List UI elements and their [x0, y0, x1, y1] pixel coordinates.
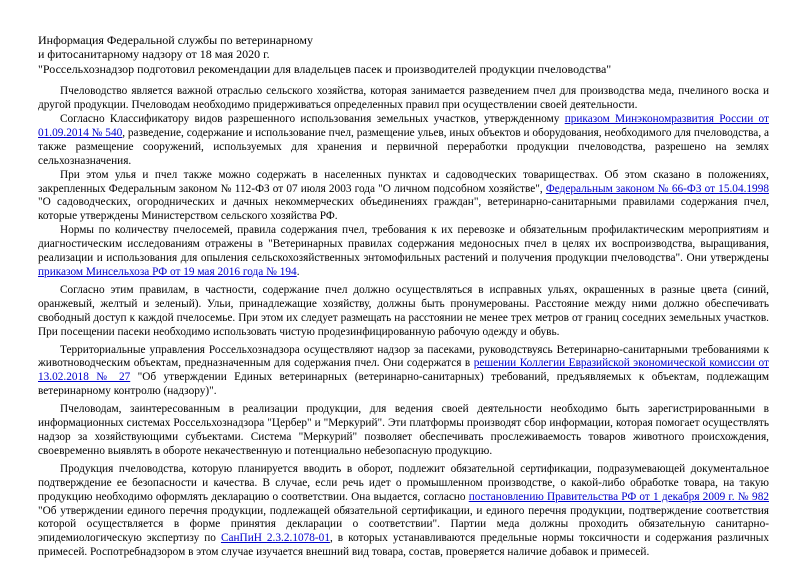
paragraph-2-text-after: , разведение, содержание и использование пчел, размещение ульев, иных объектов и оборудования, необходимого для пчеловодства, а также размещение сооружений, используемых для хранения и первичной переработки продукции пчеловодства, разрешено на землях сельхозназначения. [38, 126, 769, 167]
link-order-minselkhoz[interactable]: приказом Минсельхоза РФ от 19 мая 2016 года № 194 [38, 266, 297, 278]
link-eec-decision[interactable]: решении Коллегии Евразийской экономической комиссии от 13.02.2018 № 27 [38, 357, 769, 384]
header-line-2: и фитосанитарному надзору от 18 мая 2020 г. [38, 47, 270, 62]
document-body [38, 85, 769, 560]
link-sanpin[interactable]: СанПиН 2.3.2.1078-01 [220, 532, 330, 545]
paragraph-6-text-after: "Об утверждении Единых ветеринарных (ветеринарно-санитарных) требований, предъявляемых к объектам, подлежащим ветеринарному контролю (надзору)". [38, 371, 770, 398]
paragraph-5 [38, 284, 769, 340]
paragraph-2 [38, 113, 769, 169]
paragraph-4 [38, 224, 769, 280]
paragraph-8-text-mid: "Об утверждении единого перечня продукции, подлежащей обязательной сертификации, и единого перечня продукции, подтверждение соответствия которой осуществляется в форме принятия декларации о соответствии". Партии меда должны проходить обязательную санитарно-эпидемиологическую экспертизу по [38, 504, 769, 545]
paragraph-8-text-after: , в которых устанавливаются предельные нормы токсичности и содержания различных примесей. Роспотребнадзором в этом случае изучается внешний вид товара, состав, проверяется наличие добавок и примесей. [38, 532, 770, 559]
link-government-resolution-982[interactable]: постановлению Правительства РФ от 1 декабря 2009 г. № 982 [468, 490, 769, 503]
link-order-minekonomrazvitiya[interactable]: приказом Минэкономразвития России от 01.09.2014 № 540 [38, 113, 769, 139]
paragraph-4-text-after: . [296, 266, 300, 278]
paragraph-3 [38, 169, 769, 225]
paragraph-6 [38, 344, 769, 400]
paragraph-8 [38, 463, 769, 560]
paragraph-7-text: Пчеловодам, заинтересованным в реализации продукции, для ведения своей деятельности необходимо быть зарегистрированными в информационных системах Россельхознадзора "Цербер" и "Меркурий". Эти платформы производят сбор информации, которая помогает осуществлять надзор за хозяйствующими субъектами. Система "Меркурий" позволяет обеспечивать прослеживаемость товаров животного происхождения, своевременно выявлять в обороте некачественную и потенциально небезопасную продукцию. [38, 403, 769, 457]
paragraph-6-text-before: Территориальные управления Россельхознадзора осуществляют надзор за пасеками, руководствуясь Ветеринарно-санитарными требованиями к животноводческим объектам, предназначенным для содержания пчел. Они содержатся в [38, 343, 769, 370]
paragraph-3-text-before: При этом улья и пчел также можно содержать в населенных пунктах и садоводческих товариществах. Об этом сказано в положениях, закрепленных Федеральным законом № 112-ФЗ от 07 июля 2003 года "О личном подсобном хозяйстве", [38, 168, 769, 195]
link-federal-law-66[interactable]: Федеральным законом № 66-ФЗ от 15.04.1998 [545, 182, 770, 195]
paragraph-4-text-before: Нормы по количеству пчелосемей, правила содержания пчел, требования к их перевозке и обязательным профилактическим мероприятиям и диагностическим исследованиям отражены в "Ветеринарных правилах содержания медоносных пчел в целях их воспроизводства, выращивания, реализации и использования для опыления сельскохозяйственных энтомофильных растений и получения продукции пчеловодства". Они утверждены [38, 224, 769, 265]
paragraph-5-text: Согласно этим правилам, в частности, содержание пчел должно осуществляться в исправных ульях, окрашенных в разные цвета (синий, оранжевый, желтый и зеленый). Ульи, принадлежащие хозяйству, должны быть пронумерованы. Расстояние между ними должно обеспечивать свободный доступ к каждой пчелосемье. При этом их следует размещать на расстоянии не менее трех метров от границ соседних земельных участков. При посещении пасеки необходимо использовать чистую продезинфицированную рабочую одежду и обувь. [38, 283, 769, 338]
document-header [38, 33, 769, 76]
paragraph-1-text: Пчеловодство является важной отраслью сельского хозяйства, которая занимается разведением пчел для производства меда, пчелиного воска и другой продукции. Пчеловодам необходимо придерживаться определенных правил при осуществлении своей деятельности. [38, 85, 769, 112]
paragraph-1 [38, 85, 769, 113]
paragraph-2-text-before: Согласно Классификатору видов разрешенного использования земельных участков, утвержденному [60, 113, 565, 126]
paragraph-3-text-after: "О садоводческих, огороднических и дачных некоммерческих объединениях граждан", ветеринарно-санитарными правилами содержания пчел, которые утверждены Министерством сельского хозяйства РФ. [38, 196, 769, 223]
paragraph-7 [38, 403, 769, 459]
header-line-1: Информация Федеральной службы по ветеринарному [38, 33, 314, 47]
header-line-3: "Россельхознадзор подготовил рекомендации для владельцев пасек и производителей продукции пчеловодства" [38, 61, 612, 76]
paragraph-8-text-before: Продукция пчеловодства, которую планируется вводить в оборот, подлежит обязательной сертификации, подразумевающей документальное подтверждение ее безопасности и качества. В случае, если речь идет о промышленном производстве, о какой-либо обработке товара, на такую продукцию необходимо оформлять декларацию о соответствии. Она выдается, согласно [38, 462, 769, 503]
